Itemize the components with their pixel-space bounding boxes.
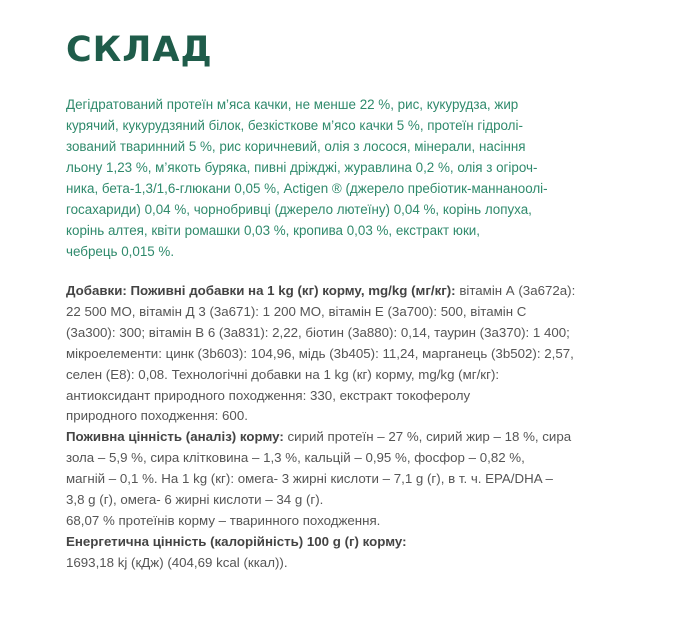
ingredients-line: зований тваринний 5 %, рис коричневий, олія з лосося, мінерали, насіння <box>66 139 526 154</box>
ingredients-line: льону 1,23 %, м’якоть буряка, пивні дріжджі, журавлина 0,2 %, олія з огіроч- <box>66 160 538 175</box>
ingredients-text <box>66 94 626 262</box>
energy-label: Енергетична цінність (калорійність) 100 g (г) корму: <box>66 533 407 549</box>
nutrition-line: 68,07 % протеїнів корму – тваринного походження. <box>66 512 381 528</box>
nutrition-line: магній – 0,1 %. На 1 kg (кг): омега- 3 жирні кислоти – 7,1 g (г), в т. ч. EPA/DHA – <box>66 471 553 487</box>
additives-line <box>66 281 626 302</box>
energy-line <box>66 532 626 553</box>
nutrition-label: Поживна цінність (аналіз) корму: <box>66 429 284 445</box>
ingredients-line: корінь алтея, квіти ромашки 0,03 %, кропива 0,03 %, екстракт юки, <box>66 223 480 238</box>
ingredients-line: ника, бета-1,3/1,6-глюкани 0,05 %, Actigen ® (джерело пребіотик-маннаноолі- <box>66 181 548 196</box>
additives-line: мікроелементи: цинк (3b603): 104,96, мідь (3b405): 11,24, марганець (3b502): 2,57, <box>66 345 574 361</box>
nutrition-text: сирий протеїн – 27 %, сирий жир – 18 %, сира <box>283 429 572 445</box>
nutrition-line: зола – 5,9 %, сира клітковина – 1,3 %, кальцій – 0,95 %, фосфор – 0,82 %, <box>66 450 525 466</box>
additives-line: 22 500 МО, вітамін Д 3 (3а671): 1 200 МО, вітамін Е (3а700): 500, вітамін С <box>66 303 527 319</box>
page-title: СКЛАД <box>66 30 213 70</box>
additives-line: природного походження: 600. <box>66 408 248 424</box>
ingredients-line: госахариди) 0,04 %, чорнобривці (джерело лютеїну) 0,04 %, корінь лопуха, <box>66 202 532 217</box>
ingredients-line: Дегідратований протеїн м’яса качки, не менше 22 %, рис, кукурудза, жир <box>66 97 519 112</box>
ingredients-line: курячий, кукурудзяний білок, безкісткове м’ясо качки 5 %, протеїн гідролі- <box>66 118 523 133</box>
additives-line: антиоксидант природного походження: 330, екстракт токоферолу <box>66 387 471 403</box>
additives-line: селен (Е8): 0,08. Технологічні добавки на 1 kg (кг) корму, mg/kg (мг/кг): <box>66 366 500 382</box>
ingredients-line: чебрець 0,015 %. <box>66 244 175 259</box>
details-text <box>66 281 626 574</box>
additives-line: (3а300): 300; вітамін В 6 (3а831): 2,22, біотин (3а880): 0,14, таурин (3а370): 1 400; <box>66 324 570 340</box>
nutrition-line <box>66 427 626 448</box>
additives-label: Добавки: Поживні добавки на 1 kg (кг) корму, mg/kg (мг/кг): <box>66 283 456 298</box>
additives-text: вітамін А (3а672а): <box>455 283 576 298</box>
nutrition-line: 3,8 g (г), омега- 6 жирні кислоти – 34 g (г). <box>66 492 324 508</box>
energy-line: 1693,18 kj (кДж) (404,69 kcal (ккал)). <box>66 554 288 570</box>
